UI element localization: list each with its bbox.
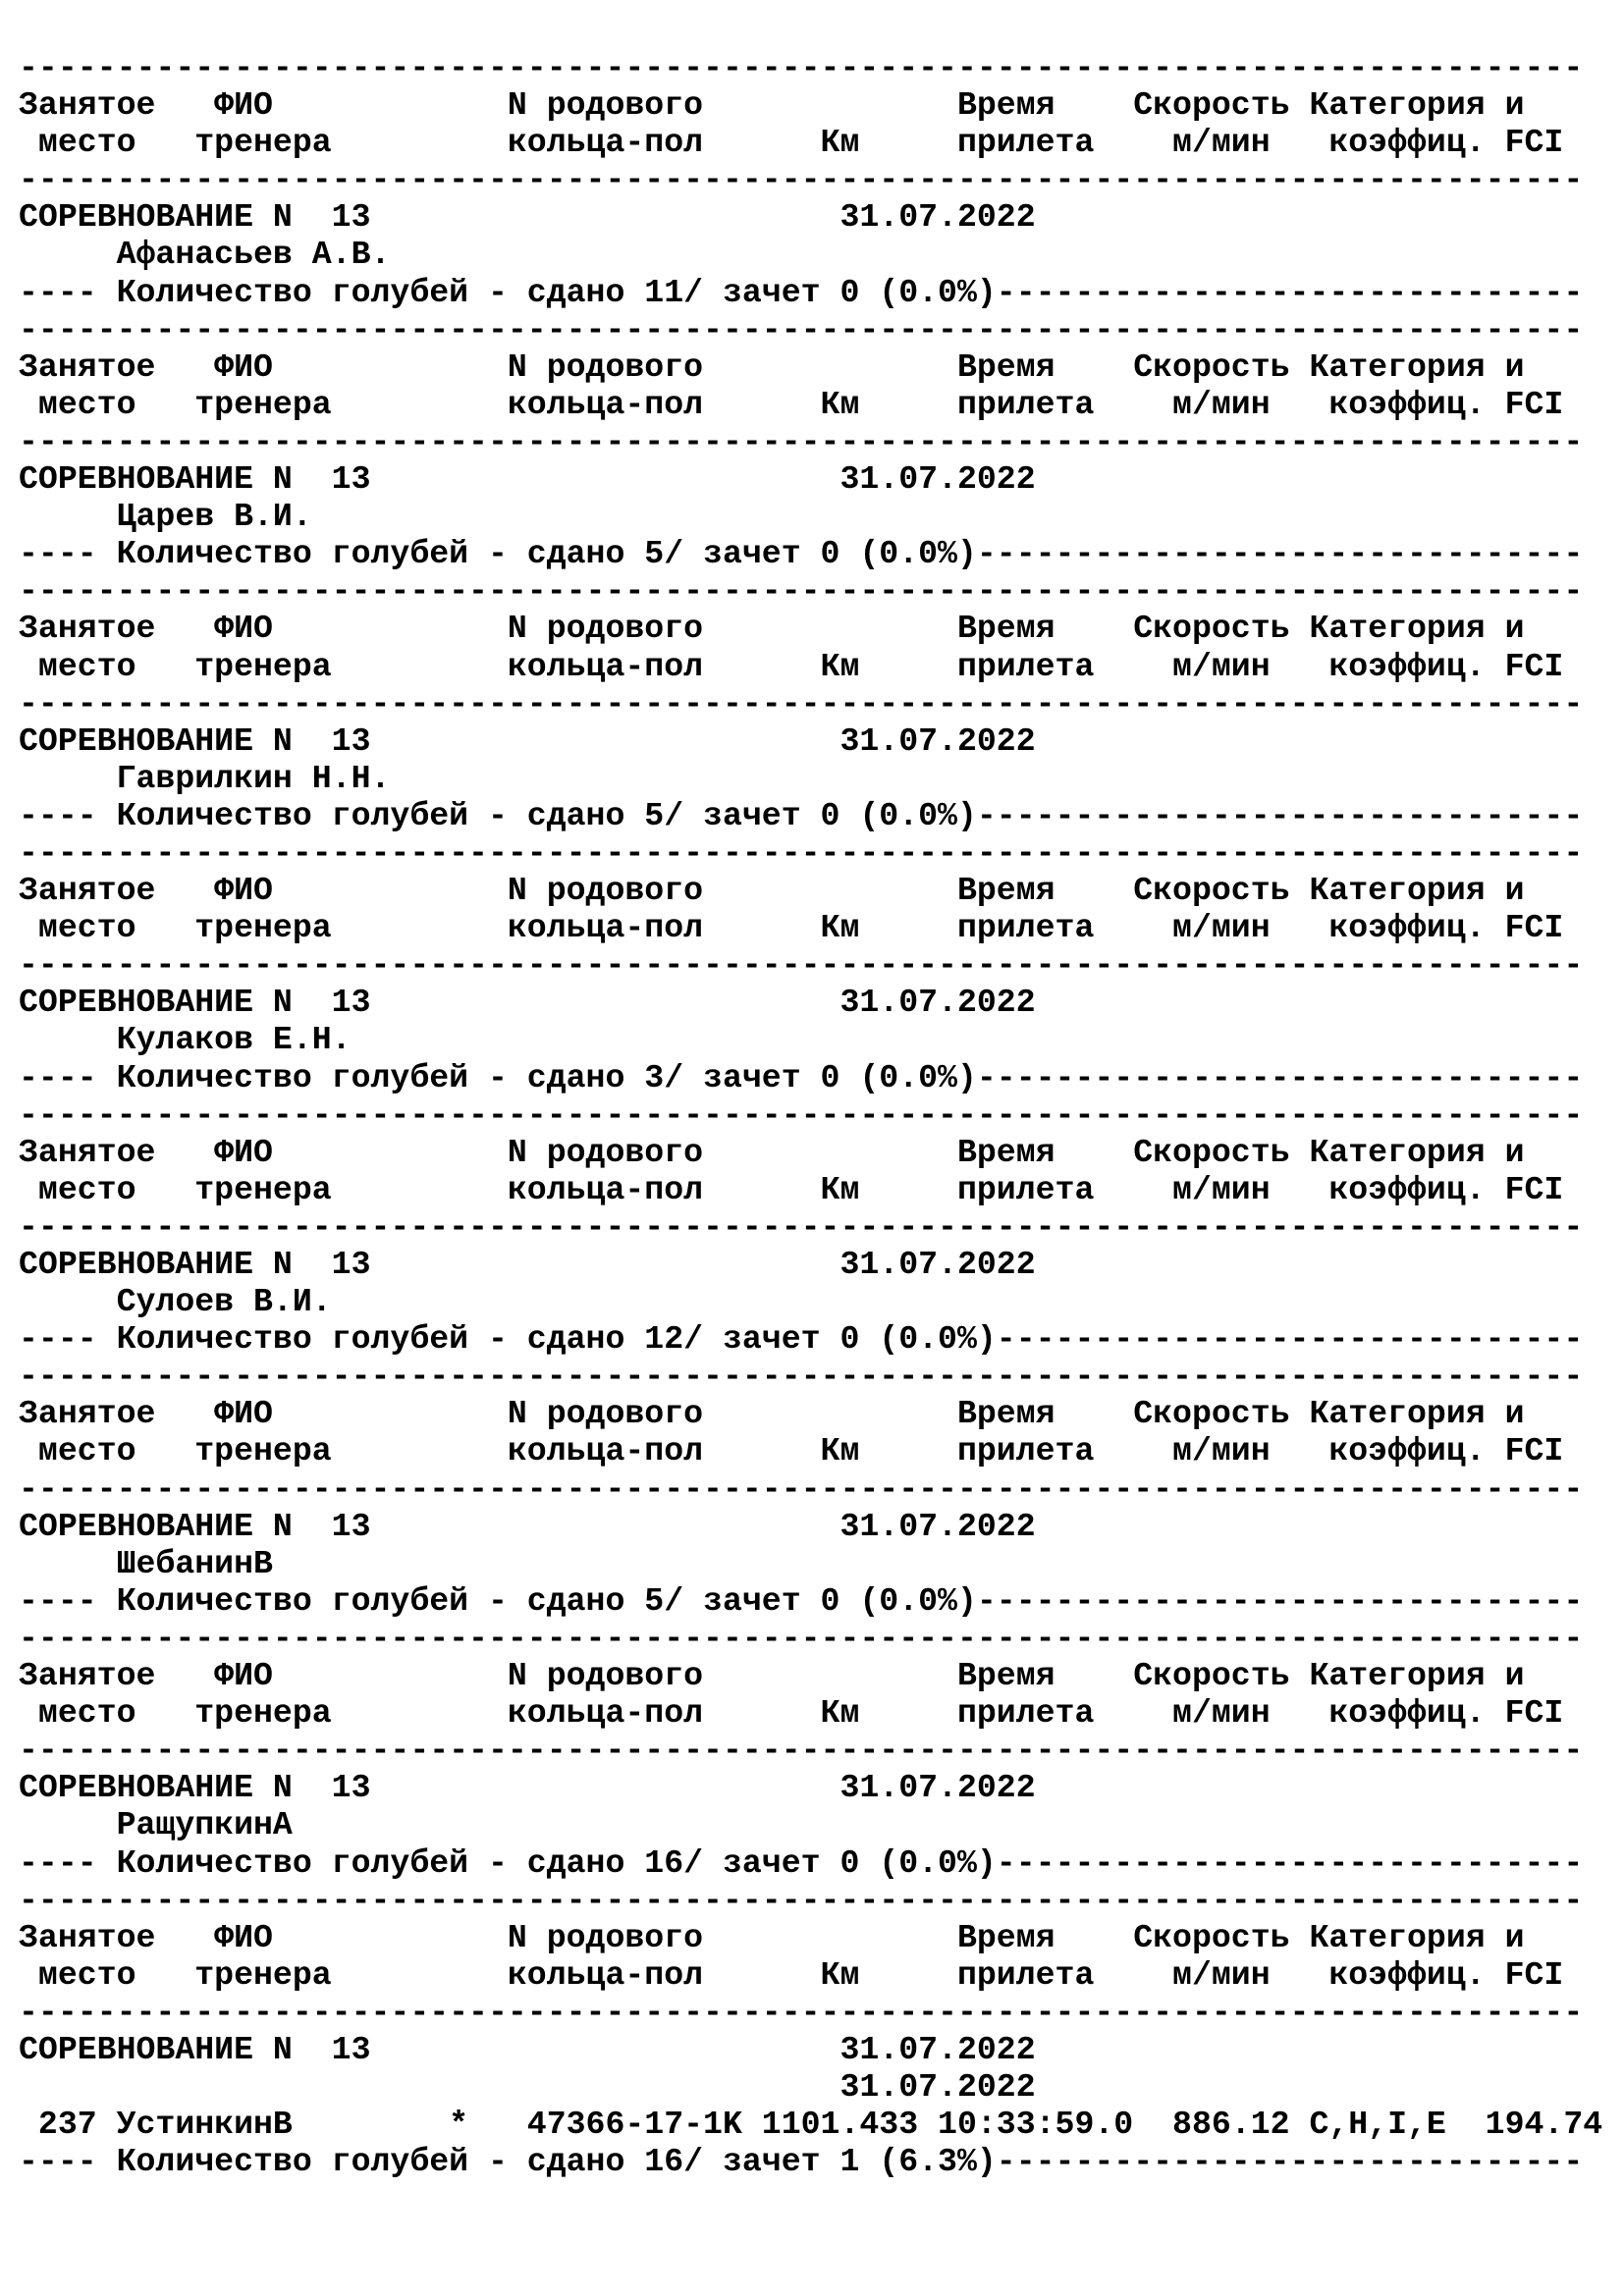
summary-line: ---- Количество голубей - сдано 5/ зачет 0 (0.0%)------------------------------- <box>19 1581 1584 1620</box>
competition-line: СОРЕВНОВАНИЕ N 13 31.07.2022 <box>19 1246 1036 1283</box>
separator-line: -------------------------------------------------------------------------------- <box>19 422 1584 460</box>
header-line-1: Занятое ФИО N родового Время Скорость Категория и <box>19 872 1525 910</box>
competition-line: СОРЕВНОВАНИЕ N 13 31.07.2022 <box>19 1769 1036 1807</box>
header-line-1: Занятое ФИО N родового Время Скорость Категория и <box>19 610 1525 648</box>
result-row: 237 УстинкинВ * 47366-17-1K 1101.433 10:33:59.0 886.12 C,H,I,E 194.74 <box>19 2106 1603 2144</box>
separator-line: -------------------------------------------------------------------------------- <box>19 946 1584 985</box>
summary-line: ---- Количество голубей - сдано 16/ зачет 0 (0.0%)------------------------------ <box>19 1843 1584 1882</box>
trainer-name: ШебанинВ <box>19 1544 273 1582</box>
header-line-1: Занятое ФИО N родового Время Скорость Категория и <box>19 1657 1525 1695</box>
summary-line: ---- Количество голубей - сдано 12/ зачет 0 (0.0%)------------------------------ <box>19 1320 1584 1359</box>
separator-line: -------------------------------------------------------------------------------- <box>19 49 1584 86</box>
separator-line: -------------------------------------------------------------------------------- <box>19 1619 1584 1657</box>
separator-line: -------------------------------------------------------------------------------- <box>19 1732 1584 1770</box>
separator-line: -------------------------------------------------------------------------------- <box>19 1881 1584 1919</box>
header-line-2: место тренера кольца-пол Км прилета м/мин коэффиц. FCI <box>19 1955 1564 1994</box>
trainer-name: РащупкинА <box>19 1806 293 1844</box>
separator-line: -------------------------------------------------------------------------------- <box>19 1095 1584 1134</box>
trainer-name: Сулоев В.И. <box>19 1283 332 1321</box>
header-line-2: место тренера кольца-пол Км прилета м/мин коэффиц. FCI <box>19 647 1564 685</box>
separator-line: -------------------------------------------------------------------------------- <box>19 310 1584 348</box>
trainer-name: Царев В.И. <box>19 498 312 536</box>
header-line-2: место тренера кольца-пол Км прилета м/мин коэффиц. FCI <box>19 124 1564 162</box>
header-line-1: Занятое ФИО N родового Время Скорость Категория и <box>19 1133 1525 1171</box>
separator-line: -------------------------------------------------------------------------------- <box>19 684 1584 722</box>
competition-line: СОРЕВНОВАНИЕ N 13 31.07.2022 <box>19 721 1036 760</box>
results-document <box>19 49 1619 2180</box>
summary-line: ---- Количество голубей - сдано 5/ зачет 0 (0.0%)------------------------------- <box>19 535 1584 573</box>
header-line-2: место тренера кольца-пол Км прилета м/мин коэффиц. FCI <box>19 385 1564 423</box>
separator-line: -------------------------------------------------------------------------------- <box>19 1993 1584 2031</box>
trainer-name: Афанасьев А.В. <box>19 236 391 274</box>
separator-line: -------------------------------------------------------------------------------- <box>19 1207 1584 1246</box>
header-line-1: Занятое ФИО N родового Время Скорость Категория и <box>19 347 1525 386</box>
competition-line: СОРЕВНОВАНИЕ N 13 31.07.2022 <box>19 984 1036 1022</box>
header-line-1: Занятое ФИО N родового Время Скорость Категория и <box>19 86 1525 125</box>
summary-line: ---- Количество голубей - сдано 11/ зачет 0 (0.0%)------------------------------ <box>19 273 1584 311</box>
separator-line: -------------------------------------------------------------------------------- <box>19 1358 1584 1396</box>
competition-line: СОРЕВНОВАНИЕ N 13 31.07.2022 <box>19 2030 1036 2068</box>
separator-line: -------------------------------------------------------------------------------- <box>19 1469 1584 1508</box>
competition-line: СОРЕВНОВАНИЕ N 13 31.07.2022 <box>19 460 1036 499</box>
trainer-name: Гаврилкин Н.Н. <box>19 759 391 797</box>
separator-line: -------------------------------------------------------------------------------- <box>19 161 1584 199</box>
header-line-2: место тренера кольца-пол Км прилета м/мин коэффиц. FCI <box>19 1432 1564 1470</box>
summary-line: ---- Количество голубей - сдано 16/ зачет 1 (6.3%)------------------------------ <box>19 2143 1584 2181</box>
header-line-1: Занятое ФИО N родового Время Скорость Категория и <box>19 1395 1525 1433</box>
competition-line: СОРЕВНОВАНИЕ N 13 31.07.2022 <box>19 1507 1036 1545</box>
summary-line: ---- Количество голубей - сдано 3/ зачет 0 (0.0%)------------------------------- <box>19 1058 1584 1096</box>
header-line-2: место тренера кольца-пол Км прилета м/мин коэффиц. FCI <box>19 1170 1564 1208</box>
header-line-2: место тренера кольца-пол Км прилета м/мин коэффиц. FCI <box>19 1694 1564 1733</box>
header-line-2: место тренера кольца-пол Км прилета м/мин коэффиц. FCI <box>19 909 1564 947</box>
header-line-1: Занятое ФИО N родового Время Скорость Категория и <box>19 1918 1525 1956</box>
competition-date-line: 31.07.2022 <box>19 2068 1036 2107</box>
summary-line: ---- Количество голубей - сдано 5/ зачет 0 (0.0%)------------------------------- <box>19 796 1584 834</box>
trainer-name: Кулаков Е.Н. <box>19 1021 352 1059</box>
separator-line: -------------------------------------------------------------------------------- <box>19 833 1584 872</box>
separator-line: -------------------------------------------------------------------------------- <box>19 572 1584 611</box>
competition-line: СОРЕВНОВАНИЕ N 13 31.07.2022 <box>19 198 1036 237</box>
